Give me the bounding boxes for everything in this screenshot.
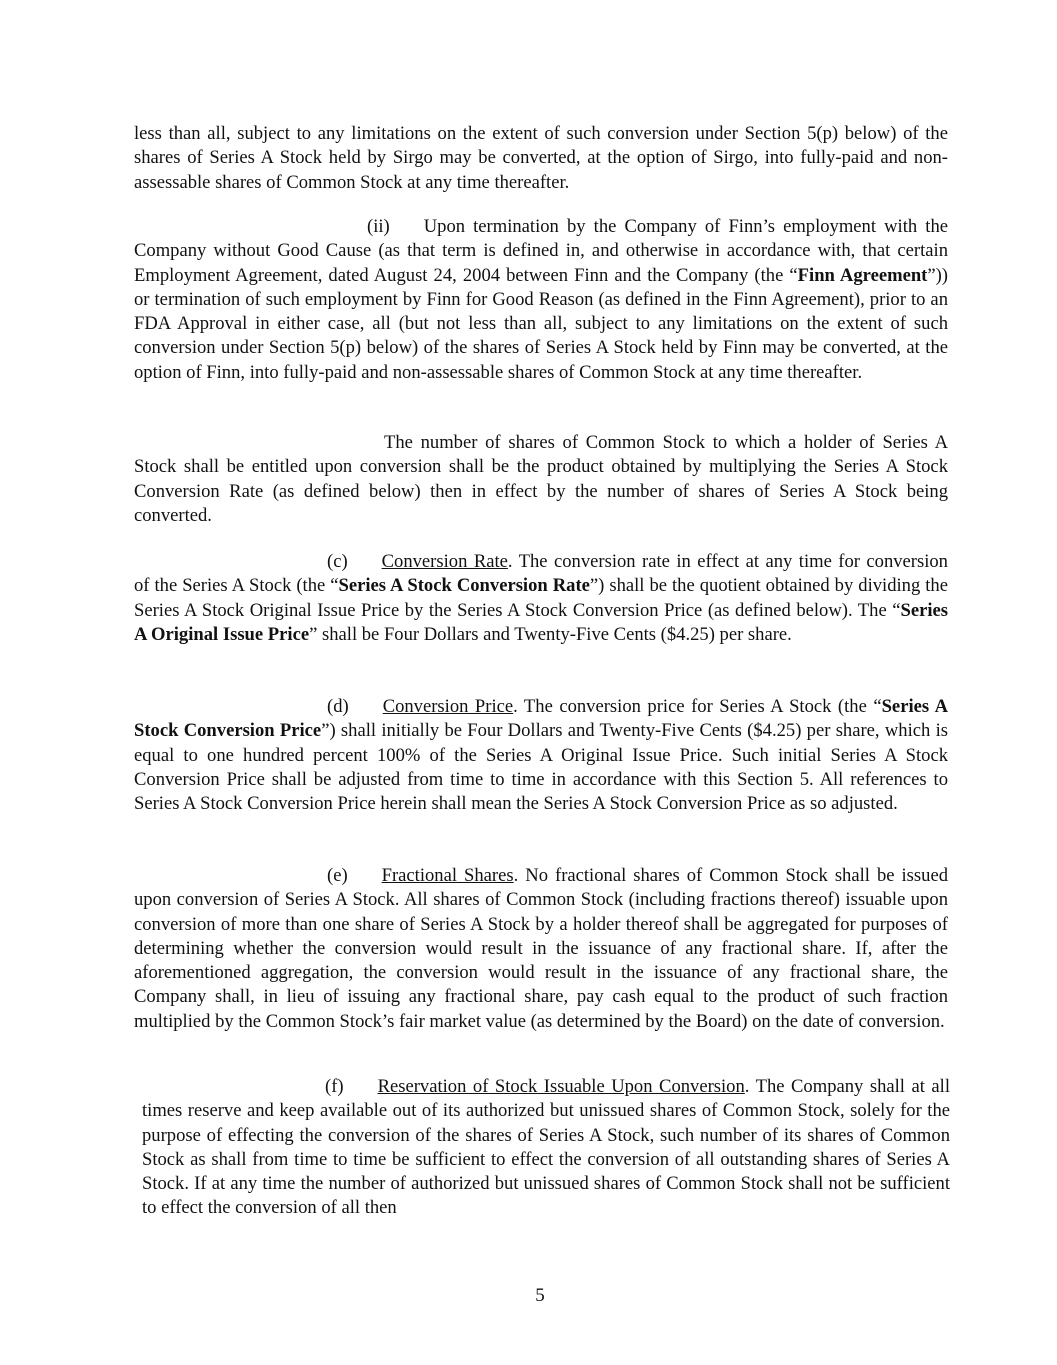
section-d-conversion-price [134, 695, 948, 816]
paragraph-text: . The Company shall at all times reserve and keep available out of its authorized but unissued shares of Common Stock, solely for the purpose of effecting the conversion of the shares of Series A Stock, such number of its shares of Common Stock as shall from time to time be sufficient to effect the conversion of all outstanding shares of Series A Stock. If at any time the number of authorized but unissued shares of Common Stock shall not be sufficient to effect the conversion of all then [142, 1076, 950, 1219]
section-heading: Conversion Rate [381, 551, 508, 572]
paragraph-text: . No fractional shares of Common Stock shall be issued upon conversion of Series A Stock. All shares of Common Stock (including fractions thereof) issuable upon conversion of more than one share of Series A Stock by a holder thereof shall be aggregated for purposes of determining whether the conversion would result in the issuance of any fractional share. If, after the aforementioned aggregation, the conversion would result in the issuance of any fractional share, the Company shall, in lieu of issuing any fractional share, pay cash equal to the product of such fraction multiplied by the Common Stock’s fair market value (as determined by the Board) on the date of conversion. [134, 865, 948, 1032]
section-c-conversion-rate [134, 550, 948, 647]
paragraph-text: ”) shall be the quotient obtained by dividing the Series A Stock Original Issue Price by the Series A Stock Conversion Price (as defined below). The “ [134, 575, 948, 621]
paragraph-text: . The conversion rate in effect at any time for conversion of the Series A Stock (the “ [134, 551, 948, 597]
paragraph-text: Upon termination by the Company of Finn’s employment with the Company without Good Cause (as that term is defined in, and otherwise in accordance with, that certain Employment Agreement, dated August 24, 2004 between Finn and the Company (the “ [134, 216, 948, 286]
section-f-reservation-of-stock [142, 1075, 950, 1221]
paragraph-text: less than all, subject to any limitations on the extent of such conversion under Section 5(p) below) of the shares of Series A Stock held by Sirgo may be converted, at the option of Sirgo, into fully-paid and non-assessable shares of Common Stock at any time thereafter. [134, 123, 948, 193]
section-heading: Conversion Price [382, 696, 514, 717]
paragraph-conversion-entitlement [134, 431, 948, 528]
defined-term: Series A Original Issue Price [134, 599, 948, 645]
defined-term: Finn Agreement [797, 264, 928, 286]
page-number: 5 [535, 1285, 545, 1306]
section-heading: Reservation of Stock Issuable Upon Conversion [377, 1076, 745, 1097]
paragraph-text: The number of shares of Common Stock to which a holder of Series A Stock shall be entitled upon conversion shall be the product obtained by multiplying the Series A Stock Conversion Rate (as defined below) then in effect by the number of shares of Series A Stock being converted. [134, 432, 948, 526]
defined-term: Series A Stock Conversion Rate [338, 575, 590, 597]
clause-number: (c) [327, 551, 348, 572]
clause-number: (f) [325, 1076, 344, 1097]
paragraph-text: ”)) or termination of such employment by Finn for Good Reason (as defined in the Finn Agreement), prior to an FDA Approval in either case, all (but not less than all, subject to any limitations on the extent of such conversion under Section 5(p) below) of the shares of Series A Stock held by Finn may be converted, at the option of Finn, into fully-paid and non-assessable shares of Common Stock at any time thereafter. [134, 264, 948, 383]
clause-number: (d) [327, 696, 349, 717]
clause-number: (e) [327, 865, 348, 886]
clause-number: (ii) [367, 216, 390, 237]
paragraph-sirgo-conversion-continued [134, 122, 948, 195]
defined-term: Series A Stock Conversion Price [134, 696, 948, 742]
paragraph-text: ” shall be Four Dollars and Twenty-Five Cents ($4.25) per share. [309, 623, 792, 645]
paragraph-finn-termination [134, 215, 948, 385]
paragraph-text: . The conversion price for Series A Stock (the “ [513, 696, 882, 717]
paragraph-text: ”) shall initially be Four Dollars and Twenty-Five Cents ($4.25) per share, which is equal to one hundred percent 100% of the Series A Original Issue Price. Such initial Series A Stock Conversion Price shall be adjusted from time to time in accordance with this Section 5. All references to Series A Stock Conversion Price herein shall mean the Series A Stock Conversion Price as so adjusted. [134, 720, 948, 815]
section-e-fractional-shares [134, 864, 948, 1034]
section-heading: Fractional Shares [381, 865, 514, 886]
